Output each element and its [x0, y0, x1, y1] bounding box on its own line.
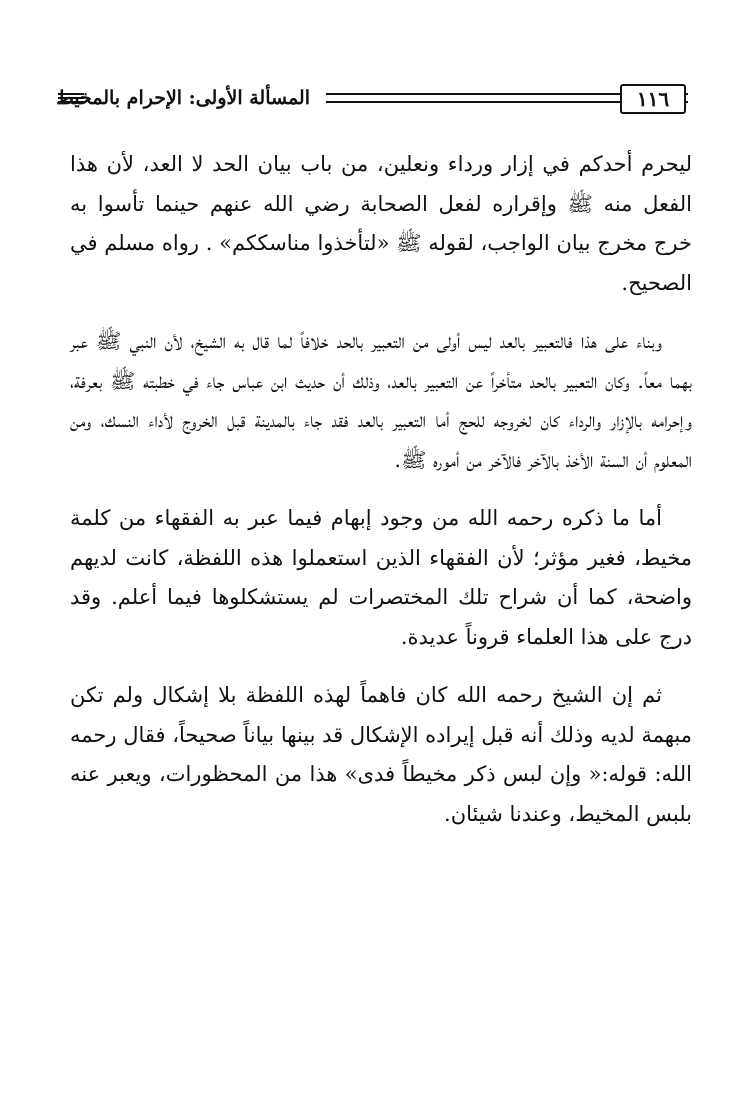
paragraph-3: أما ما ذكره رحمه الله من وجود إبهام فيما عبر به الفقهاء من كلمة مخيط، فغير مؤثر؛ لأن الفقهاء الذين استعملوا هذه اللفظة، كانت لديهم واضحة، كما أن شراح تلك المختصرات لم يستشكلوها فيما أعلم. وقد درج على هذا العلماء قروناً عديدة. [70, 506, 692, 649]
running-header [58, 84, 688, 114]
paragraph-4: ثم إن الشيخ رحمه الله كان فاهماً لهذه اللفظة بلا إشكال ولم تكن مبهمة لديه وذلك أنه قبل إيراده الإشكال قد بينها بياناً صحيحاً، فقال رحمه الله: قوله:« وإن لبس ذكر مخيطاً فدى» هذا من المحظورات، ويعبر عنه بلبس المخيط، وعندنا شيئان. [70, 683, 692, 826]
body-text [70, 145, 692, 853]
running-title: المسألة الأولى: الإحرام بالمخيط [56, 87, 310, 109]
header-rule [326, 93, 622, 103]
paragraph-2: وبناء على هذا فالتعبير بالعد ليس أولى من التعبير بالحد خلافاً لما قال به الشيخ، لأن النبي ﷺ عبر بهما معاً. وكان التعبير بالحد متأخراً عن التعبير بالعد، وذلك أن حديث ابن عباس جاء في خطبته ﷺ بعرفة، وإحرامه بالإزار والرداء كان لخروجه للحج أما التعبير بالعد فقد جاء بالمدينة قبل الخروج لأداء النسك، ومن المعلوم أن السنة الأخذ بالآخر فالآخر من أموره ﷺ. [70, 329, 692, 472]
page-number: ١١٦ [620, 84, 686, 114]
header-rule-tail [684, 93, 688, 103]
paragraph-1: ليحرم أحدكم في إزار ورداء ونعلين، من باب بيان الحد لا العد، لأن هذا الفعل منه ﷺ وإقراره لفعل الصحابة رضي الله عنهم حينما تأسوا به خرج مخرج بيان الواجب، لقوله ﷺ «لتأخذوا مناسككم» . رواه مسلم في الصحيح. [70, 152, 692, 295]
